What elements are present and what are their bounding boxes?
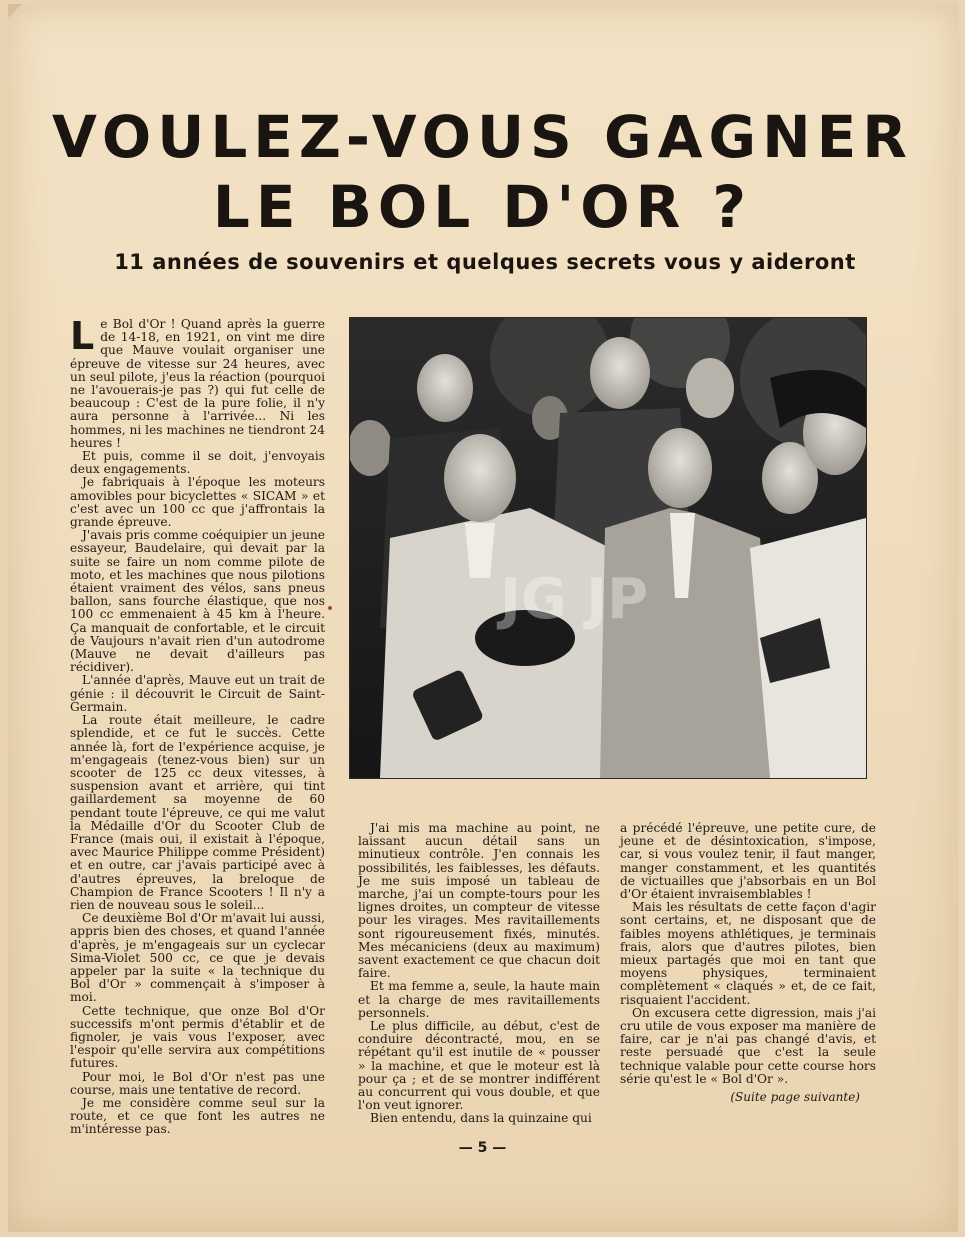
paragraph: Le plus difficile, au début, c'est de conduire décontracté, mou, en se répétant qu'il est inutile de « pousser » la machine, et que le moteur est là pour ça ; et de se montrer indifférent au concurrent qui vous double, et que l'on veut ignorer. <box>358 1019 600 1113</box>
paragraph: La route était meilleure, le cadre splendide, et ce fut le succès. Cette année là, fort de l'expérience acquise, je m'engageais (tenez-vous bien) sur un scooter de 125 cc deux vitesses, à suspension avant et arrière, qui tint gaillardement sa moyenne de 60 pendant toute l'épreuve, ce qui me valut la Médaille d'Or du Scooter Club de France (mais oui, il existait à l'époque, avec Maurice Philippe comme Président) et en outre, car j'avais participé avec à d'autres épreuves, la breloque de Champion de France Scooters ! Il n'y a rien de nouveau sous le soleil... <box>70 713 325 912</box>
paragraph: Mais les résultats de cette façon d'agir sont certains, et, ne disposant que de faibles moyens athlétiques, je terminais frais, alors que d'autres pilotes, bien mieux partagés que moi en tant que moyens physiques, terminaient complètement « claqués » et, de ce fait, risquaient l'accident. <box>620 900 876 1007</box>
paragraph: L'année d'après, Mauve eut un trait de génie : il découvrit le Circuit de Saint-Germain. <box>70 673 325 714</box>
paragraph: Et ma femme a, seule, la haute main et la charge de mes ravitaillements personnels. <box>358 979 600 1020</box>
photo-watermark <box>496 567 648 632</box>
article-photo <box>349 317 867 779</box>
article-subtitle: 11 années de souvenirs et quelques secrets vous y aideront <box>114 250 856 274</box>
paragraph: Le Bol d'Or ! Quand après la guerre de 14-18, en 1921, on vint me dire que Mauve voulait organiser une épreuve de vitesse sur 24 heures, avec un seul pilote, j'eus la réaction (pourquoi ne l'avouerais-je pas ?) qui fut celle de beaucoup : C'est de la pure folie, il n'y aura personne à l'arrivée... Ni les hommes, ni les machines ne tiendront 24 heures ! <box>70 314 325 450</box>
paragraph: Et puis, comme il se doit, j'envoyais deux engagements. <box>70 449 325 477</box>
paragraph: Pour moi, le Bol d'Or n'est pas une course, mais une tentative de record. <box>70 1069 325 1097</box>
text-column-1 <box>70 314 325 1137</box>
page-number: — 5 — <box>458 1140 507 1156</box>
paragraph: Cette technique, que onze Bol d'Or successifs m'ont permis d'établir et de fignoler, je vais vous l'exposer, avec l'espoir qu'elle servira aux compétitions futures. <box>70 1003 325 1071</box>
paragraph: J'ai mis ma machine au point, ne laissant aucun détail sans un minutieux contrôle. J'en connais les possibilités, les faiblesses, les défauts. Je me suis imposé un tableau de marche, j'ai un compte-tours pour les lignes droites, un compteur de vitesse pour les virages. Mes ravitaillements sont rigoureusement fixés, minutés. Mes mécaniciens (deux au maximum) savent exactement ce que chacun doit faire. <box>358 821 600 981</box>
ink-mark <box>328 606 332 610</box>
svg-text:JG JP: JG JP <box>500 567 649 632</box>
paragraph: Ce deuxième Bol d'Or m'avait lui aussi, appris bien des choses, et quand l'année d'après, je m'engageais sur un cyclecar Sima-Violet 500 cc, ce que je devais appeler par la suite « la technique du Bol d'Or » commençait à s'imposer à moi. <box>70 911 325 1005</box>
paragraph: Je fabriquais à l'époque les moteurs amovibles pour bicyclettes « SICAM » et c'est avec un 100 cc que j'affrontais la grande épreuve. <box>70 475 325 530</box>
article-title-line1: VOULEZ-VOUS GAGNER <box>52 103 913 171</box>
paragraph: Je me considère comme seul sur la route, et ce que font les autres ne m'intéresse pas. <box>70 1095 325 1137</box>
drop-cap: L <box>70 314 95 358</box>
paragraph: a précédé l'épreuve, une petite cure, de jeune et de désintoxication, s'impose, car, si vous voulez tenir, il faut manger, manger constamment, et les quantités de victuailles que j'absorbais en un Bol d'Or étaient invraisemblables ! <box>620 821 876 902</box>
text-column-2 <box>358 822 600 1126</box>
paragraph: On excusera cette digression, mais j'ai cru utile de vous exposer ma manière de faire, car je n'ai pas changé d'avis, et reste persuadé que c'est la seule technique valable pour cette course hors série qu'est le « Bol d'Or ». <box>620 1005 876 1086</box>
continued-note: (Suite page suivante) <box>730 1090 860 1104</box>
page-corner-fold <box>8 4 22 18</box>
paragraph: Bien entendu, dans la quinzaine qui <box>370 1111 592 1126</box>
article-title-line2: LE BOL D'OR ? <box>212 173 753 241</box>
paragraph: J'avais pris comme coéquipier un jeune essayeur, Baudelaire, qui devait par la suite se faire un nom comme pilote de moto, et les machines que nous pilotions étaient vraiment des vélos, sans pneus ballon, sans fourche élastique, que nos 100 cc emmenaient à 45 km à l'heure. Ça manquait de confortable, et le circuit de Vaujours n'avait rien d'un autodrome (Mauve ne devait d'ailleurs pas récidiver). <box>70 528 325 675</box>
text-column-3 <box>620 822 876 1086</box>
photo-crowd-illustration <box>350 318 866 778</box>
